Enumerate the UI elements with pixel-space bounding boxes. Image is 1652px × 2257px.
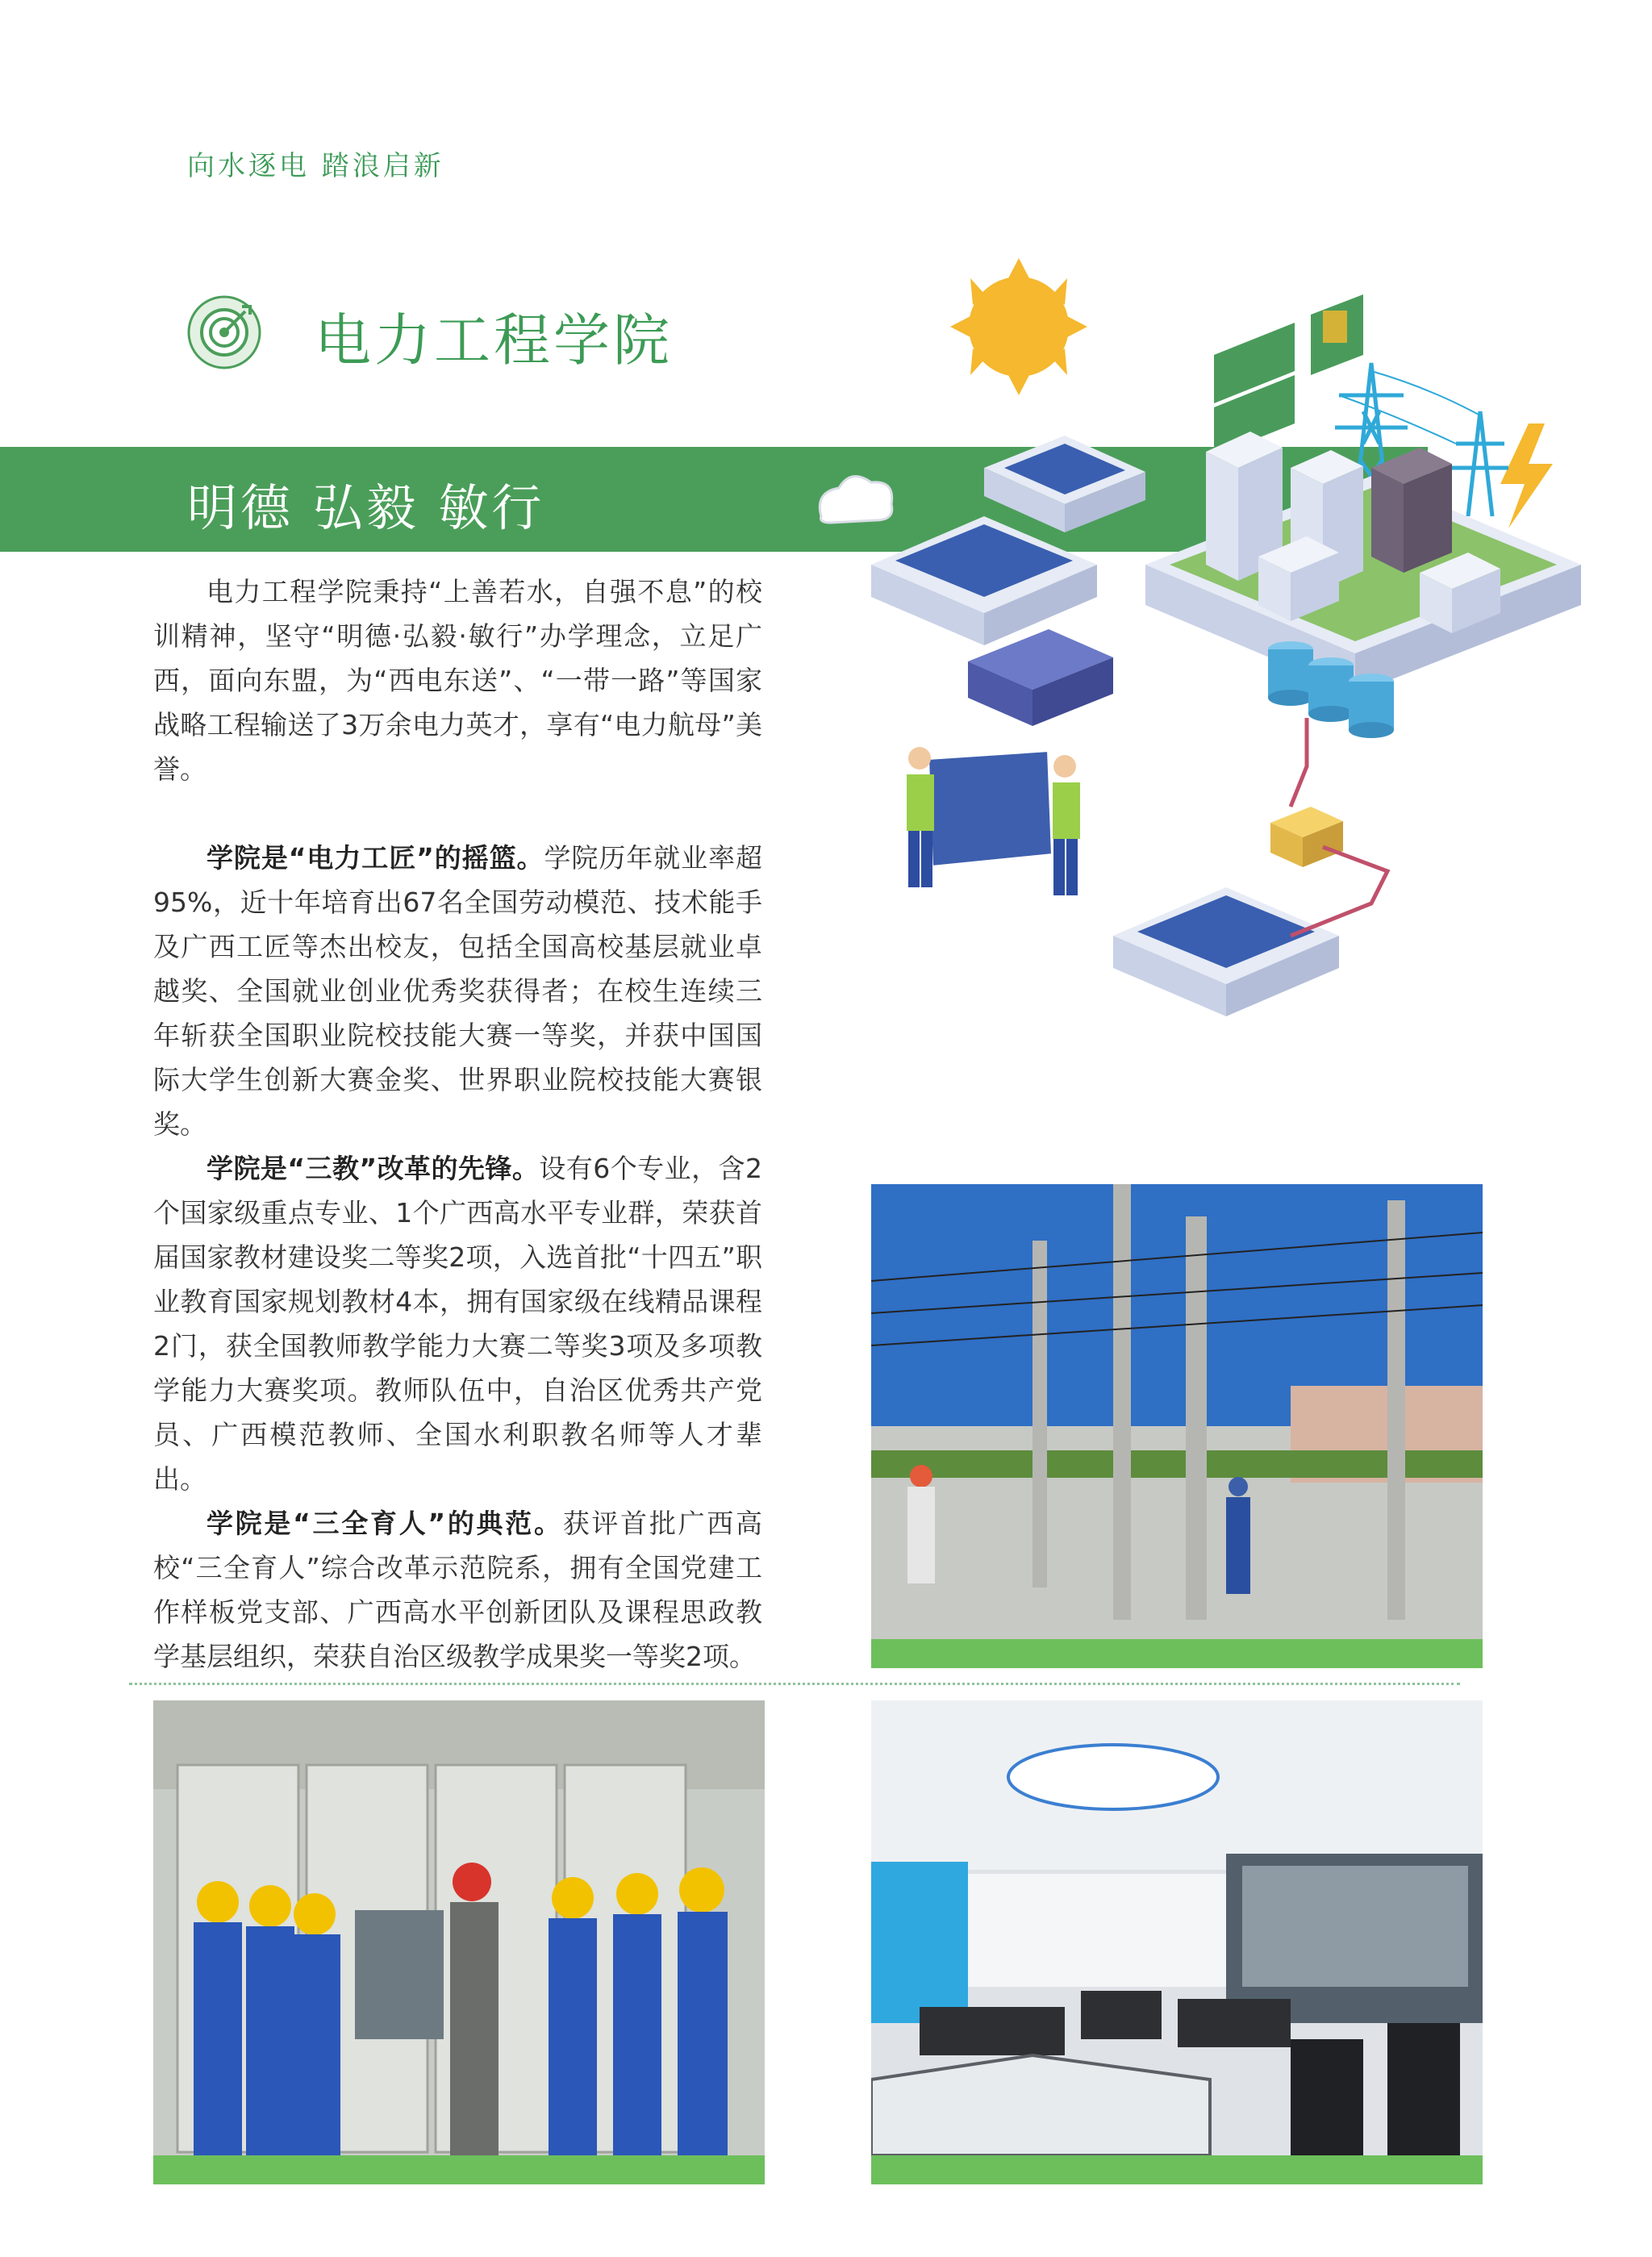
photo-utility-poles <box>871 1184 1483 1668</box>
sun-icon <box>950 258 1087 395</box>
solar-array-left <box>871 436 1145 645</box>
paragraph-text: 设有6个专业，含2个国家级重点专业、1个广西高水平专业群，荣获首届国家教材建设奖二等奖2项，入选首批“十四五”职业教育国家规划教材4本，拥有国家级在线精品课程2门，获全国教师教学能力大赛二等奖3项及多项教学能力大赛奖项。教师队伍中，自治区优秀共产党员、广西模范教师、全国水利职教名师等人才辈出。 <box>153 1153 762 1495</box>
target-icon <box>186 294 263 371</box>
paragraph-reform <box>153 1146 762 1501</box>
storage-units <box>968 629 1113 726</box>
paragraph-craftsman <box>153 836 762 1146</box>
paragraph-text: 学院历年就业率超95%，近十年培育出67名全国劳动模范、技术能手及广西工匠等杰出校友，包括全国高校基层就业卓越奖、全国就业创业优秀奖获得者；在校生连续三年斩获全国职业院校技能大赛一等奖，并获中国国际大学生创新大赛金奖、世界职业院校技能大赛银奖。 <box>153 842 762 1140</box>
paragraph-lead: 学院是“三教”改革的先锋。 <box>206 1153 540 1184</box>
info-boards <box>1214 294 1363 456</box>
photo-control-room <box>871 1700 1483 2184</box>
workers-with-solar-panel <box>907 747 1080 895</box>
cloud-icon <box>820 476 892 523</box>
paragraph-text: 获评首批广西高校“三全育人”综合改革示范院系，拥有全国党建工作样板党支部、广西高水平创新团队及课程思政教学基层组织，荣获自治区级教学成果奖一等奖2项。 <box>153 1508 763 1672</box>
paragraph-education <box>153 1501 762 1679</box>
energy-illustration <box>807 242 1613 1057</box>
photo-switchgear-training <box>153 1700 765 2184</box>
section-divider <box>129 1683 1460 1685</box>
section-title: 电力工程学院 <box>315 307 673 373</box>
motto-text: 明德 弘毅 敏行 <box>187 478 545 537</box>
page-tagline: 向水逐电 踏浪启新 <box>187 150 444 182</box>
solar-array-bottom <box>1113 887 1339 1016</box>
paragraph-lead: 学院是“三全育人”的典范。 <box>206 1508 563 1539</box>
body-text <box>153 569 762 1679</box>
inverter-box <box>1270 807 1343 867</box>
lightning-icon <box>1500 423 1553 528</box>
intro-paragraph: 电力工程学院秉持“上善若水，自强不息”的校训精神，坚守“明德·弘毅·敏行”办学理念，立足广西，面向东盟，为“西电东送”、“一带一路”等国家战略工程输送了3万余电力英才，享有“电力航母”美誉。 <box>153 576 762 785</box>
paragraph-lead: 学院是“电力工匠”的摇篮。 <box>206 842 544 874</box>
